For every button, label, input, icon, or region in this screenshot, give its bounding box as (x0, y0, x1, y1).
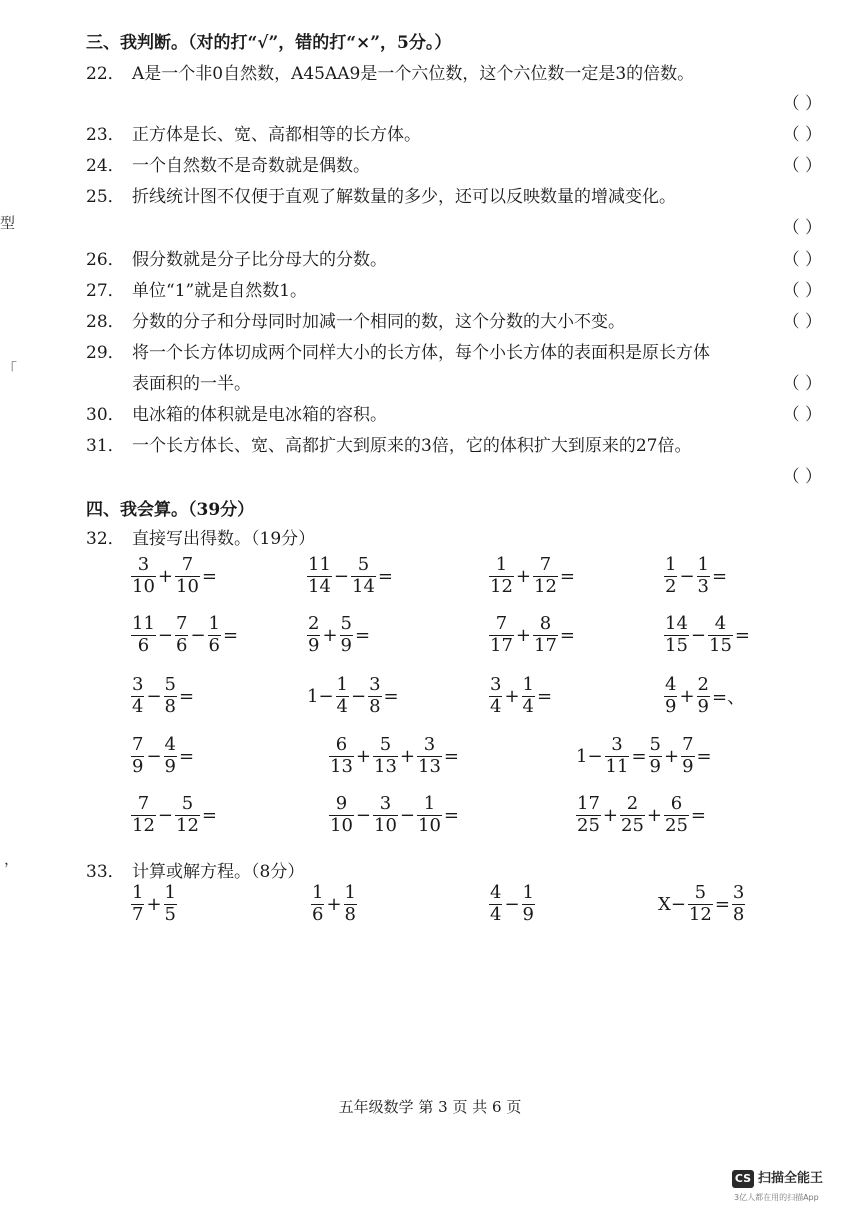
math-expression (488, 615, 576, 656)
equals-sign: = (559, 565, 575, 587)
answer-paren-22: （ ） (782, 94, 822, 114)
equals-sign: = (383, 685, 399, 707)
numerator: 6 (664, 795, 689, 816)
denominator: 5 (164, 903, 176, 925)
operator: + (322, 624, 338, 646)
denominator: 13 (418, 755, 441, 777)
operator: − (146, 745, 162, 767)
denominator: 25 (665, 814, 688, 836)
denominator: 4 (132, 695, 144, 717)
section4-heading: 四、我会算。（39分） (86, 500, 255, 520)
operator: + (515, 624, 531, 646)
numerator: 4 (708, 615, 733, 636)
operator: + (664, 745, 680, 767)
numerator: 7 (131, 795, 156, 816)
operator: − (190, 624, 206, 646)
fraction (131, 615, 156, 656)
answer-paren-30: （ ） (782, 405, 822, 425)
equals-sign: = (559, 624, 575, 646)
numerator: 1 (522, 882, 534, 903)
denominator: 9 (164, 755, 176, 777)
expression-prefix: X− (658, 893, 686, 915)
math-expression (130, 556, 218, 597)
operator: + (646, 804, 662, 826)
fraction (340, 615, 353, 656)
fraction (131, 795, 156, 836)
equals-sign: = (696, 745, 712, 767)
denominator: 6 (312, 903, 324, 925)
numerator: 3 (132, 674, 144, 695)
math-expression (663, 556, 728, 597)
answer-paren-27: （ ） (782, 281, 822, 301)
fraction (697, 676, 710, 717)
logo-tagline: 3亿人都在用的扫描App (734, 1193, 819, 1202)
operator: + (355, 745, 371, 767)
question-32: 32． 直接写出得数。（19分） (86, 529, 316, 549)
math-expression (306, 676, 400, 717)
question-30: 30． 电冰箱的体积就是电冰箱的容积。 （ ） (86, 400, 836, 430)
numerator: 9 (329, 795, 354, 816)
numerator: 2 (697, 674, 709, 695)
operator: − (690, 624, 706, 646)
denominator: 13 (374, 755, 397, 777)
math-expression (488, 676, 553, 717)
fraction (307, 615, 320, 656)
numerator: 11 (308, 554, 331, 575)
operator: − (355, 804, 371, 826)
numerator: 5 (351, 556, 376, 577)
question-29-cont: 表面积的一半。 （ ） (86, 369, 836, 399)
equals-sign: = (179, 745, 195, 767)
denominator: 4 (522, 695, 534, 717)
numerator: 1 (522, 674, 534, 695)
denominator: 25 (621, 814, 644, 836)
fraction (489, 884, 502, 925)
denominator: 4 (490, 695, 502, 717)
numerator: 7 (175, 556, 200, 577)
denominator: 10 (132, 575, 155, 597)
numerator: 5 (649, 734, 661, 755)
denominator: 14 (352, 575, 375, 597)
denominator: 12 (534, 575, 557, 597)
numerator: 5 (688, 884, 713, 905)
fraction (164, 884, 177, 925)
fraction (664, 615, 689, 656)
fraction (368, 676, 381, 717)
denominator: 14 (308, 575, 331, 597)
numerator: 1 (336, 674, 348, 695)
numerator: 6 (329, 736, 354, 757)
numerator: 7 (132, 734, 144, 755)
fraction (522, 884, 535, 925)
denominator: 15 (709, 634, 732, 656)
fraction (329, 795, 354, 836)
denominator: 9 (682, 755, 694, 777)
numerator: 7 (489, 615, 514, 636)
numerator: 17 (577, 793, 600, 814)
fraction (489, 615, 514, 656)
denominator: 10 (418, 814, 441, 836)
operator: + (326, 893, 342, 915)
question-25: 25． 折线统计图不仅便于直观了解数量的多少，还可以反映数量的增减变化。 (86, 187, 676, 207)
equals-sign: = (223, 624, 239, 646)
answer-paren-25: （ ） (782, 218, 822, 238)
fraction (329, 736, 354, 777)
fraction (681, 736, 694, 777)
numerator: 5 (340, 613, 352, 634)
operator: − (146, 685, 162, 707)
equals-sign: = (377, 565, 393, 587)
fraction (175, 615, 188, 656)
numerator: 3 (373, 795, 398, 816)
math-expression (130, 795, 218, 836)
numerator: 1 (344, 882, 356, 903)
fraction (489, 676, 502, 717)
fraction (131, 676, 144, 717)
denominator: 9 (308, 634, 320, 656)
numerator: 1 (489, 556, 514, 577)
math-expression (663, 676, 746, 717)
section3-heading: 三、我判断。（对的打“√”，错的打“×”，5分。） (86, 33, 452, 53)
question-24: 24． 一个自然数不是奇数就是偶数。 （ ） (86, 151, 836, 181)
fraction (164, 736, 177, 777)
operator: + (146, 893, 162, 915)
fraction (664, 795, 689, 836)
numerator: 3 (732, 882, 745, 903)
question-33: 33． 计算或解方程。（8分） (86, 862, 305, 882)
denominator: 8 (344, 903, 356, 925)
fraction (489, 556, 514, 597)
denominator: 6 (208, 634, 220, 656)
math-expression (663, 615, 751, 656)
numerator: 4 (665, 674, 677, 695)
equals-sign: = (712, 565, 728, 587)
denominator: 12 (132, 814, 155, 836)
math-expression (130, 884, 178, 925)
denominator: 6 (176, 634, 188, 656)
denominator: 7 (132, 903, 144, 925)
numerator: 7 (176, 613, 188, 634)
equals-sign: = (734, 624, 750, 646)
answer-paren-26: （ ） (782, 250, 822, 270)
operator: = (714, 893, 730, 915)
denominator: 6 (137, 634, 150, 656)
numerator: 3 (605, 736, 630, 757)
fraction (533, 556, 558, 597)
denominator: 8 (164, 695, 176, 717)
math-expression (306, 556, 394, 597)
margin-mark: ， (4, 850, 20, 868)
fraction (373, 795, 398, 836)
fraction (131, 556, 156, 597)
math-expression (328, 795, 460, 836)
fraction (664, 676, 677, 717)
question-27: 27． 单位“1”就是自然数1。 （ ） (86, 276, 836, 306)
equals-sign: = (690, 804, 706, 826)
operator: − (157, 804, 173, 826)
answer-paren-28: （ ） (782, 312, 822, 332)
numerator: 1 (208, 613, 220, 634)
math-expression (130, 736, 195, 777)
numerator: 2 (620, 795, 645, 816)
math-expression (130, 615, 239, 656)
numerator: 1 (417, 795, 442, 816)
fraction (732, 884, 745, 925)
equals-sign: = (537, 685, 553, 707)
denominator: 11 (605, 755, 629, 777)
denominator: 4 (490, 903, 502, 925)
fraction (522, 676, 535, 717)
denominator: 12 (176, 814, 199, 836)
denominator: 9 (132, 755, 144, 777)
answer-paren-24: （ ） (782, 156, 822, 176)
operator: + (157, 565, 173, 587)
question-31: 31． 一个长方体长、宽、高都扩大到原来的3倍，它的体积扩大到原来的27倍。 (86, 436, 692, 456)
denominator: 10 (176, 575, 199, 597)
fraction (664, 556, 677, 597)
numerator: 3 (369, 674, 381, 695)
denominator: 10 (374, 814, 397, 836)
operator: + (679, 685, 695, 707)
answer-paren-29: （ ） (782, 374, 822, 394)
denominator: 9 (697, 695, 709, 717)
numerator: 5 (373, 736, 398, 757)
math-expression (306, 615, 371, 656)
expression-prefix: 1− (307, 685, 334, 707)
operator: − (679, 565, 695, 587)
fraction (131, 736, 144, 777)
fraction (131, 884, 144, 925)
denominator: 17 (534, 634, 557, 656)
equals-sign: = (443, 804, 459, 826)
denominator: 2 (665, 575, 677, 597)
equals-sign: = (443, 745, 459, 767)
fraction (175, 795, 200, 836)
question-26: 26． 假分数就是分子比分母大的分数。 （ ） (86, 245, 836, 275)
denominator: 3 (697, 575, 709, 597)
fraction (708, 615, 733, 656)
math-expression (328, 736, 460, 777)
math-expression (488, 884, 536, 925)
numerator: 7 (533, 556, 558, 577)
answer-paren-23: （ ） (782, 125, 822, 145)
numerator: 8 (533, 615, 558, 636)
fraction (605, 736, 630, 777)
margin-mark: 型 (0, 214, 16, 232)
fraction (697, 556, 710, 597)
denominator: 9 (340, 634, 352, 656)
operator: − (333, 565, 349, 587)
fraction (336, 676, 349, 717)
denominator: 15 (665, 634, 688, 656)
fraction (307, 556, 332, 597)
cs-logo-icon: CS (732, 1170, 754, 1188)
numerator: 4 (164, 734, 176, 755)
denominator: 12 (688, 903, 712, 925)
denominator: 8 (732, 903, 745, 925)
fraction (164, 676, 177, 717)
denominator: 4 (336, 695, 348, 717)
answer-paren-31: （ ） (782, 467, 822, 487)
numerator: 14 (665, 613, 688, 634)
fraction (649, 736, 662, 777)
numerator: 1 (697, 554, 709, 575)
numerator: 1 (164, 882, 176, 903)
denominator: 9 (665, 695, 677, 717)
page-footer: 五年级数学 第 3 页 共 6 页 (338, 1098, 522, 1116)
equals-sign: = (355, 624, 371, 646)
math-expression (130, 676, 195, 717)
operator: + (504, 685, 520, 707)
operator: − (399, 804, 415, 826)
fraction (311, 884, 324, 925)
equals-sign: = (201, 565, 217, 587)
fraction (351, 556, 376, 597)
math-expression (575, 736, 713, 777)
equals-sign: = (179, 685, 195, 707)
math-expression (310, 884, 358, 925)
operator: − (504, 893, 520, 915)
numerator: 3 (417, 736, 442, 757)
question-text: A是一个非0自然数，A45AA9是一个六位数，这个六位数一定是3的倍数。 (132, 64, 695, 84)
operator: − (351, 685, 367, 707)
denominator: 10 (330, 814, 353, 836)
operator: − (157, 624, 173, 646)
numerator: 5 (164, 674, 176, 695)
question-22 (86, 59, 836, 89)
numerator: 5 (175, 795, 200, 816)
denominator: 17 (490, 634, 513, 656)
expression-prefix: 1− (576, 745, 603, 767)
fraction (417, 736, 442, 777)
fraction (688, 884, 713, 925)
fraction (175, 556, 200, 597)
fraction (533, 615, 558, 656)
denominator: 25 (577, 814, 600, 836)
denominator: 9 (522, 903, 534, 925)
numerator: 3 (490, 674, 502, 695)
question-29: 29． 将一个长方体切成两个同样大小的长方体，每个小长方体的表面积是原长方体 (86, 343, 710, 363)
math-expression (657, 884, 746, 925)
fraction (208, 615, 221, 656)
denominator: 12 (490, 575, 513, 597)
numerator: 3 (131, 556, 156, 577)
numerator: 2 (308, 613, 320, 634)
question-28: 28． 分数的分子和分母同时加减一个相同的数，这个分数的大小不变。 （ ） (86, 307, 836, 337)
operator: + (515, 565, 531, 587)
logo-name: 扫描全能王 (758, 1171, 824, 1186)
math-expression (575, 795, 707, 836)
operator: + (602, 804, 618, 826)
operator: = (631, 745, 647, 767)
math-expression (488, 556, 576, 597)
numerator: 4 (490, 882, 502, 903)
fraction (576, 795, 601, 836)
denominator: 9 (649, 755, 661, 777)
scanner-logo (732, 1170, 842, 1206)
numerator: 1 (665, 554, 677, 575)
equals-sign: = (201, 804, 217, 826)
fraction (620, 795, 645, 836)
fraction (417, 795, 442, 836)
fraction (373, 736, 398, 777)
numerator: 1 (312, 882, 324, 903)
numerator: 7 (682, 734, 694, 755)
denominator: 8 (369, 695, 381, 717)
operator: + (399, 745, 415, 767)
margin-mark: 「 (2, 360, 18, 378)
numerator: 1 (132, 882, 144, 903)
question-number: 22． (86, 64, 125, 84)
numerator: 11 (132, 613, 155, 634)
equals-sign: =、 (712, 687, 746, 709)
denominator: 13 (330, 755, 353, 777)
fraction (344, 884, 357, 925)
question-23: 23． 正方体是长、宽、高都相等的长方体。 （ ） (86, 120, 836, 150)
